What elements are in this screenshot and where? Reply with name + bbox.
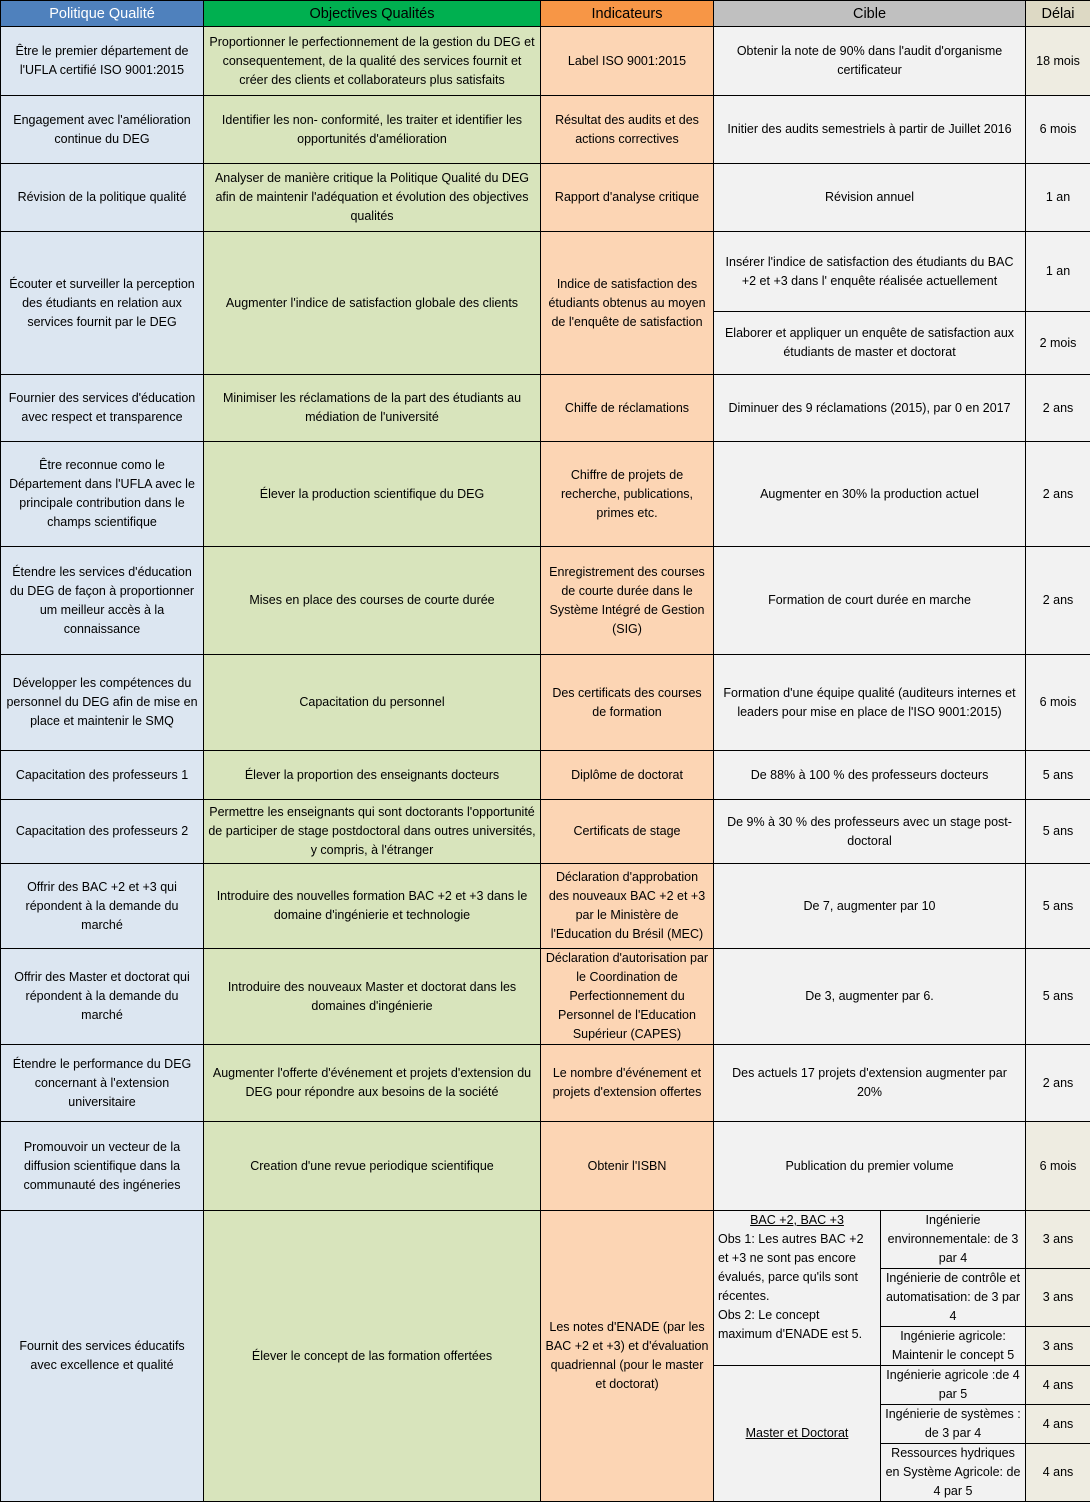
politique-cell: Capacitation des professeurs 1 (1, 751, 204, 800)
delai-cell: 5 ans (1026, 949, 1090, 1045)
indicator-cell: Indice de satisfaction des étudiants obtenus au moyen de l'enquête de satisfaction (541, 232, 714, 375)
politique-cell: Écouter et surveiller la perception des étudiants en relation aux services fournit par le DEG (1, 232, 204, 375)
table-row (1, 800, 1090, 864)
master-cible-cell: Master et Doctorat (714, 1366, 881, 1502)
indicator-cell: Le nombre d'événement et projets d'extension offertes (541, 1045, 714, 1122)
table-row (1, 547, 1090, 655)
table-row (1, 1045, 1090, 1122)
table-row (1, 655, 1090, 751)
cible-cell: Diminuer des 9 réclamations (2015), par 0 en 2017 (714, 375, 1026, 442)
objective-cell: Permettre les enseignants qui sont doctorants l'opportunité de participer de stage postdoctoral dans outres universités, y compris, à l'étranger (204, 800, 541, 864)
objective-cell: Augmenter l'indice de satisfaction globale des clients (204, 232, 541, 375)
politique-cell: Être le premier département de l'UFLA certifié ISO 9001:2015 (1, 27, 204, 96)
delai-cell: 2 mois (1026, 312, 1090, 375)
objective-cell: Introduire des nouvelles formation BAC +2 et +3 dans le domaine d'ingénierie et technologie (204, 864, 541, 949)
politique-cell: Révision de la politique qualité (1, 164, 204, 232)
cible-cell: De 88% à 100 % des professeurs docteurs (714, 751, 1026, 800)
objective-cell: Élever la production scientifique du DEG (204, 442, 541, 547)
indicator-cell: Diplôme de doctorat (541, 751, 714, 800)
indicator-cell: Enregistrement des courses de courte durée dans le Système Intégré de Gestion (SIG) (541, 547, 714, 655)
delai-cell: 2 ans (1026, 1045, 1090, 1122)
sub-cible-cell: Ingénierie environnementale: de 3 par 4 (881, 1211, 1026, 1269)
delai-cell: 6 mois (1026, 96, 1090, 164)
table-row (1, 164, 1090, 232)
bac-title: BAC +2, BAC +3 (718, 1211, 876, 1230)
indicator-cell: Certificats de stage (541, 800, 714, 864)
delai-cell: 3 ans (1026, 1211, 1090, 1269)
delai-cell: 4 ans (1026, 1444, 1090, 1502)
header-cible: Cible (714, 1, 1026, 27)
politique-cell: Développer les compétences du personnel du DEG afin de mise en place et maintenir le SMQ (1, 655, 204, 751)
table-row (1, 1211, 1090, 1269)
politique-cell: Étendre les services d'éducation du DEG de façon à proportionner um meilleur accès à la connaissance (1, 547, 204, 655)
cible-cell: Augmenter en 30% la production actuel (714, 442, 1026, 547)
cible-cell: Initier des audits semestriels à partir de Juillet 2016 (714, 96, 1026, 164)
politique-cell: Offrir des Master et doctorat qui répondent à la demande du marché (1, 949, 204, 1045)
objective-cell: Minimiser les réclamations de la part des étudiants au médiation de l'université (204, 375, 541, 442)
delai-cell: 2 ans (1026, 442, 1090, 547)
politique-cell: Promouvoir un vecteur de la diffusion scientifique dans la communauté des ingéneries (1, 1122, 204, 1211)
cible-cell: Insérer l'indice de satisfaction des étudiants du BAC +2 et +3 dans l' enquête réalisée actuellement (714, 232, 1026, 312)
header-objectives: Objectives Qualités (204, 1, 541, 27)
table-row (1, 442, 1090, 547)
table-row (1, 1122, 1090, 1211)
delai-cell: 2 ans (1026, 547, 1090, 655)
cible-cell: Formation d'une équipe qualité (auditeurs internes et leaders pour mise en place de l'ISO 9001:2015) (714, 655, 1026, 751)
objective-cell: Capacitation du personnel (204, 655, 541, 751)
indicator-cell: Chiffe de réclamations (541, 375, 714, 442)
indicator-cell: Des certificats des courses de formation (541, 655, 714, 751)
politique-cell: Fournier des services d'éducation avec respect et transparence (1, 375, 204, 442)
objective-cell: Augmenter l'offerte d'événement et projets d'extension du DEG pour répondre aux besoins de la société (204, 1045, 541, 1122)
indicator-cell: Label ISO 9001:2015 (541, 27, 714, 96)
objective-cell: Mises en place des courses de courte durée (204, 547, 541, 655)
politique-cell: Capacitation des professeurs 2 (1, 800, 204, 864)
delai-cell: 3 ans (1026, 1327, 1090, 1366)
delai-cell: 5 ans (1026, 864, 1090, 949)
sub-cible-cell: Ingénierie de contrôle et automatisation: de 3 par 4 (881, 1269, 1026, 1327)
indicator-cell: Rapport d'analyse critique (541, 164, 714, 232)
table-row (1, 96, 1090, 164)
header-delai: Délai (1026, 1, 1090, 27)
header-row (1, 1, 1090, 27)
table-row (1, 232, 1090, 312)
sub-cible-cell: Ressources hydriques en Système Agricole: de 4 par 5 (881, 1444, 1026, 1502)
table-row (1, 375, 1090, 442)
table-row (1, 27, 1090, 96)
objective-cell: Introduire des nouveaux Master et doctorat dans les domaines d'ingénierie (204, 949, 541, 1045)
objective-cell: Élever le concept de las formation offertées (204, 1211, 541, 1502)
politique-cell: Engagement avec l'amélioration continue du DEG (1, 96, 204, 164)
cible-cell: De 7, augmenter par 10 (714, 864, 1026, 949)
delai-cell: 6 mois (1026, 655, 1090, 751)
delai-cell: 4 ans (1026, 1405, 1090, 1444)
delai-cell: 1 an (1026, 164, 1090, 232)
cible-cell: Obtenir la note de 90% dans l'audit d'organisme certificateur (714, 27, 1026, 96)
delai-cell: 6 mois (1026, 1122, 1090, 1211)
indicator-cell: Déclaration d'approbation des nouveaux BAC +2 et +3 par le Ministère de l'Education du Brésil (MEC) (541, 864, 714, 949)
table-row (1, 751, 1090, 800)
politique-cell: Être reconnue como le Département dans l'UFLA avec le principale contribution dans le champs scientifique (1, 442, 204, 547)
cible-cell: Des actuels 17 projets d'extension augmenter par 20% (714, 1045, 1026, 1122)
objective-cell: Analyser de manière critique la Politique Qualité du DEG afin de maintenir l'adéquation et évolution des objectives qualités (204, 164, 541, 232)
delai-cell: 2 ans (1026, 375, 1090, 442)
sub-cible-cell: Ingénierie agricole: Maintenir le concept 5 (881, 1327, 1026, 1366)
delai-cell: 1 an (1026, 232, 1090, 312)
bac-cible-cell (714, 1211, 881, 1366)
indicator-cell: Déclaration d'autorisation par le Coordination de Perfectionnement du Personnel de l'Education Supérieur (CAPES) (541, 949, 714, 1045)
objective-cell: Identifier les non- conformité, les traiter et identifier les opportunités d'amélioration (204, 96, 541, 164)
objective-cell: Proportionner le perfectionnement de la gestion du DEG et consequentement, de la qualité des services fournit et créer des clients et collaborateurs plus satisfaits (204, 27, 541, 96)
delai-cell: 4 ans (1026, 1366, 1090, 1405)
delai-cell: 5 ans (1026, 751, 1090, 800)
delai-cell: 18 mois (1026, 27, 1090, 96)
politique-cell: Fournit des services éducatifs avec excellence et qualité (1, 1211, 204, 1502)
indicator-cell: Les notes d'ENADE (par les BAC +2 et +3) et d'évaluation quadriennal (pour le master et doctorat) (541, 1211, 714, 1502)
cible-cell: De 3, augmenter par 6. (714, 949, 1026, 1045)
delai-cell: 3 ans (1026, 1269, 1090, 1327)
sub-cible-cell: Ingénierie de systèmes : de 3 par 4 (881, 1405, 1026, 1444)
bac-observations: Obs 1: Les autres BAC +2 et +3 ne sont pas encore évalués, parce qu'ils sont récentes. Obs 2: Le concept maximum d'ENADE est 5. (718, 1230, 876, 1344)
indicator-cell: Obtenir l'ISBN (541, 1122, 714, 1211)
indicator-cell: Chiffre de projets de recherche, publications, primes etc. (541, 442, 714, 547)
indicator-cell: Résultat des audits et des actions correctives (541, 96, 714, 164)
objective-cell: Élever la proportion des enseignants docteurs (204, 751, 541, 800)
sub-cible-cell: Ingénierie agricole :de 4 par 5 (881, 1366, 1026, 1405)
cible-cell: De 9% à 30 % des professeurs avec un stage post-doctoral (714, 800, 1026, 864)
cible-cell: Publication du premier volume (714, 1122, 1026, 1211)
table-row (1, 864, 1090, 949)
objective-cell: Creation d'une revue periodique scientifique (204, 1122, 541, 1211)
delai-cell: 5 ans (1026, 800, 1090, 864)
header-politique: Politique Qualité (1, 1, 204, 27)
cible-cell: Elaborer et appliquer un enquête de satisfaction aux étudiants de master et doctorat (714, 312, 1026, 375)
politique-cell: Offrir des BAC +2 et +3 qui répondent à la demande du marché (1, 864, 204, 949)
header-indicateurs: Indicateurs (541, 1, 714, 27)
cible-cell: Révision annuel (714, 164, 1026, 232)
cible-cell: Formation de court durée en marche (714, 547, 1026, 655)
table-row (1, 949, 1090, 1045)
politique-cell: Étendre le performance du DEG concernant à l'extension universitaire (1, 1045, 204, 1122)
